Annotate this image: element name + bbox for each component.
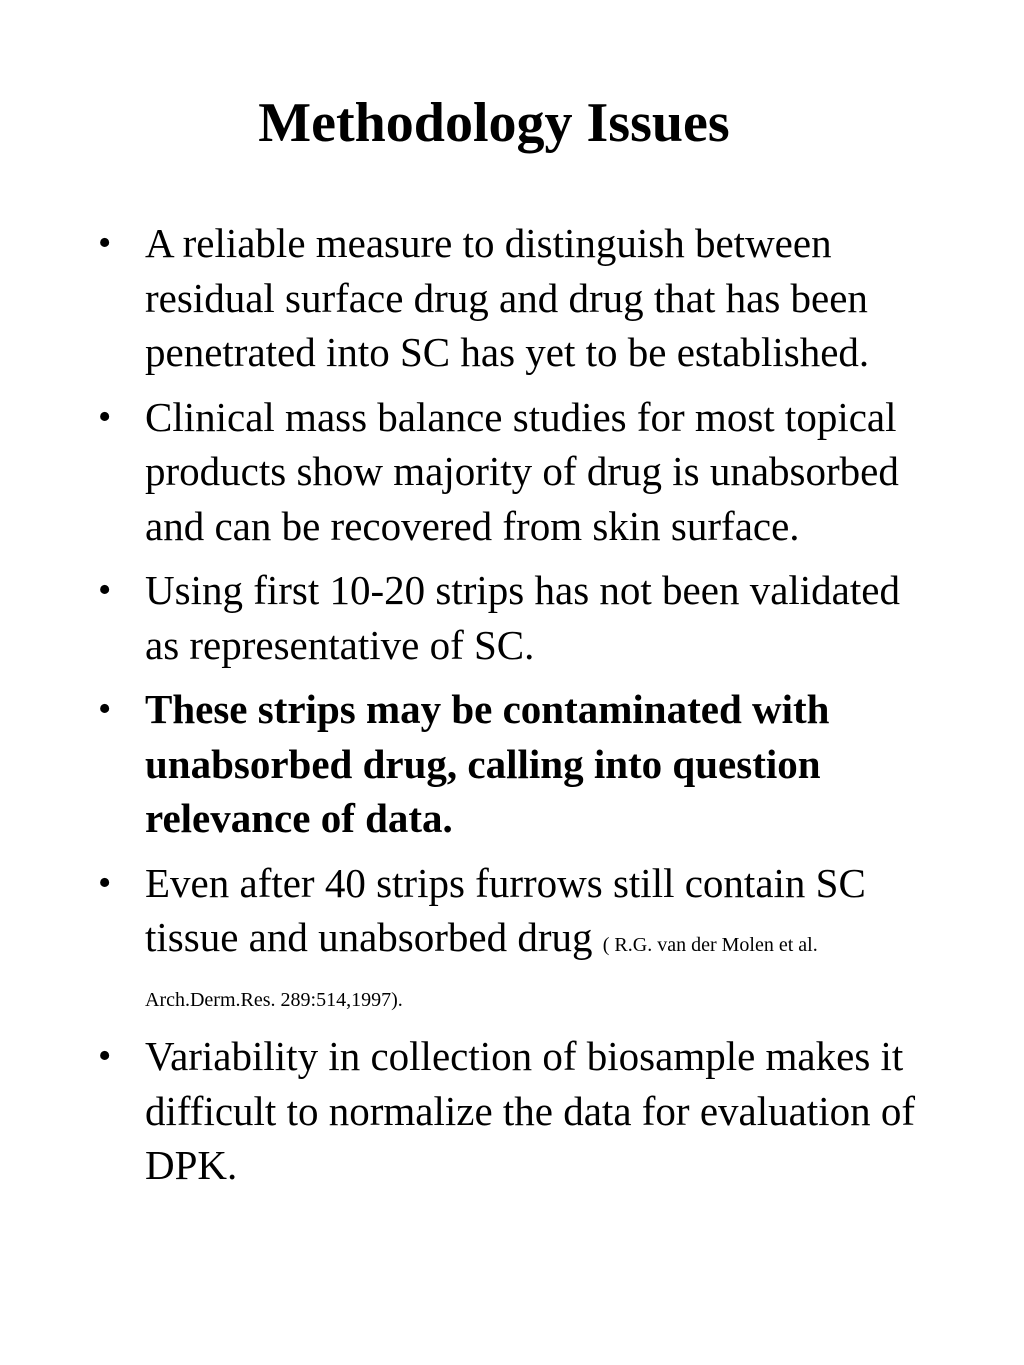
bullet-dot-icon: • — [98, 688, 112, 730]
bullet-dot-icon: • — [98, 861, 112, 904]
bullet-item — [0, 563, 1024, 672]
bullet-dot-icon: • — [98, 395, 112, 438]
bullet-dot-icon: • — [98, 222, 112, 264]
bullet-text: Even after 40 strips furrows still contain SC tissue and unabsorbed drug — [145, 859, 866, 960]
bullet-item — [0, 390, 1024, 554]
citation: ( R.G. van der Molen et al. Arch.Derm.Res. 289:514,1997). — [145, 934, 818, 1011]
bullet-list — [0, 216, 1024, 1203]
bullet-dot-icon: • — [98, 1035, 112, 1077]
bullet-text: These strips may be contaminated with unabsorbed drug, calling into question relevance of data. — [145, 686, 830, 841]
bullet-text: Using first 10-20 strips has not been validated as representative of SC. — [145, 567, 900, 668]
bullet-text: Variability in collection of biosample makes it difficult to normalize the data for evaluation of DPK. — [145, 1033, 915, 1188]
slide-title: Methodology Issues — [258, 92, 730, 154]
bullet-item — [0, 856, 1024, 1020]
bullet-text: Clinical mass balance studies for most topical products show majority of drug is unabsorbed and can be recovered from skin surface. — [145, 393, 899, 549]
bullet-dot-icon: • — [98, 569, 112, 611]
bullet-item — [0, 1029, 1024, 1193]
bullet-item — [0, 216, 1024, 380]
bullet-text: A reliable measure to distinguish between residual surface drug and drug that has been penetrated into SC has yet to be established. — [145, 220, 870, 375]
bullet-item-emphasized — [0, 682, 1024, 846]
